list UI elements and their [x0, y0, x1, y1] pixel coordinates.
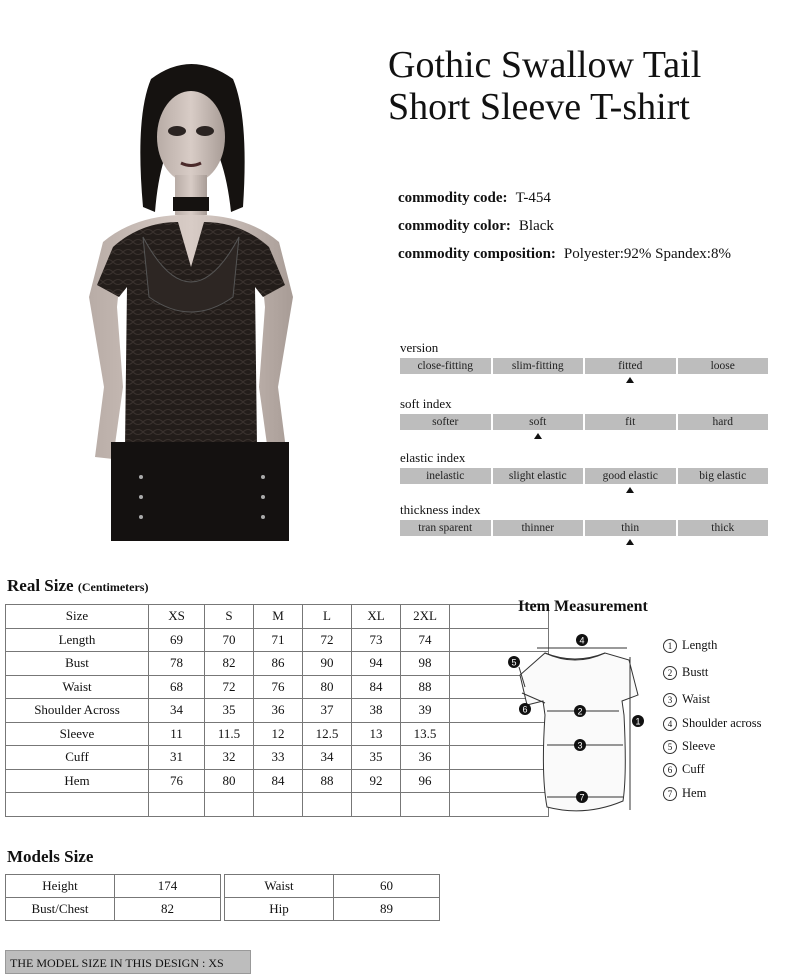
product-title-line2: Short Sleeve T-shirt — [388, 86, 690, 128]
table-cell: 174 — [115, 875, 221, 898]
table-cell: 69 — [149, 628, 205, 652]
table-cell: 72 — [303, 628, 352, 652]
table-cell: Bust/Chest — [6, 898, 115, 921]
table-cell: Bust — [6, 652, 149, 676]
table-cell: 60 — [334, 875, 440, 898]
table-cell: Shoulder Across — [6, 699, 149, 723]
table-cell: 11 — [149, 722, 205, 746]
real-size-title: Real Size — [7, 576, 74, 595]
soft-option: softer — [400, 414, 491, 430]
table-cell: 89 — [334, 898, 440, 921]
selected-marker — [626, 539, 634, 545]
size-table — [5, 604, 549, 817]
thickness-index-title: thickness index — [400, 502, 481, 517]
table-cell: 73 — [352, 628, 401, 652]
table-cell: 88 — [401, 675, 450, 699]
table-cell: 84 — [254, 769, 303, 793]
spec-code — [398, 190, 551, 207]
legend-item: 7 Hem — [663, 786, 706, 801]
model-photo — [73, 57, 309, 541]
real-size-heading — [7, 576, 148, 596]
soft-option: soft — [493, 414, 584, 430]
models-size-table-right — [224, 874, 440, 921]
table-row — [225, 875, 440, 898]
product-title — [388, 44, 701, 128]
elastic-option: inelastic — [400, 468, 491, 484]
svg-text:5: 5 — [511, 657, 517, 668]
table-row — [6, 793, 549, 817]
version-option: loose — [678, 358, 769, 374]
table-cell: 71 — [254, 628, 303, 652]
soft-option: hard — [678, 414, 769, 430]
table-header-cell: 2XL — [401, 605, 450, 629]
table-header-cell: L — [303, 605, 352, 629]
table-cell: Cuff — [6, 746, 149, 770]
selected-marker — [626, 377, 634, 383]
table-row — [6, 722, 549, 746]
version-option: slim-fitting — [493, 358, 584, 374]
legend-item: 2 Bustt — [663, 665, 708, 680]
table-cell: 76 — [149, 769, 205, 793]
table-cell — [6, 793, 149, 817]
table-cell: Hip — [225, 898, 334, 921]
legend-item: 5 Sleeve — [663, 739, 715, 754]
table-cell: Height — [6, 875, 115, 898]
legend-item: 6 Cuff — [663, 762, 705, 777]
spec-color — [398, 218, 554, 235]
spec-code-label: commodity code: — [398, 190, 508, 206]
table-header-cell: Size — [6, 605, 149, 629]
soft-index-scale — [400, 414, 768, 430]
elastic-option: big elastic — [678, 468, 769, 484]
table-row — [6, 628, 549, 652]
table-cell: Sleeve — [6, 722, 149, 746]
table-cell: 90 — [303, 652, 352, 676]
table-cell: Length — [6, 628, 149, 652]
table-row — [6, 746, 549, 770]
table-cell: 39 — [401, 699, 450, 723]
version-option: fitted — [585, 358, 676, 374]
elastic-option: slight elastic — [493, 468, 584, 484]
table-cell: 38 — [352, 699, 401, 723]
table-cell: 78 — [149, 652, 205, 676]
table-cell: 84 — [352, 675, 401, 699]
table-cell: 33 — [254, 746, 303, 770]
table-cell: 72 — [205, 675, 254, 699]
table-row — [6, 652, 549, 676]
table-cell: Hem — [6, 769, 149, 793]
table-cell: 35 — [205, 699, 254, 723]
spec-color-value: Black — [518, 218, 554, 234]
thickness-option: thick — [678, 520, 769, 536]
table-row — [6, 699, 549, 723]
table-cell: 96 — [401, 769, 450, 793]
version-option: close-fitting — [400, 358, 491, 374]
table-cell: 68 — [149, 675, 205, 699]
table-cell: 34 — [149, 699, 205, 723]
table-cell: 76 — [254, 675, 303, 699]
table-row — [6, 769, 549, 793]
table-header-row — [6, 605, 549, 629]
table-cell: 70 — [205, 628, 254, 652]
elastic-option: good elastic — [585, 468, 676, 484]
table-cell: 12 — [254, 722, 303, 746]
selected-marker — [534, 433, 542, 439]
table-cell: 36 — [401, 746, 450, 770]
version-title: version — [400, 340, 439, 355]
table-header-cell: XL — [352, 605, 401, 629]
table-cell: 82 — [205, 652, 254, 676]
table-cell — [303, 793, 352, 817]
table-header-cell: S — [205, 605, 254, 629]
elastic-index-scale — [400, 468, 768, 484]
spec-composition — [398, 246, 731, 263]
table-cell: 80 — [205, 769, 254, 793]
table-cell: 13 — [352, 722, 401, 746]
spec-color-label: commodity color: — [398, 218, 511, 234]
item-measurement-title: Item Measurement — [518, 598, 648, 615]
table-row — [225, 898, 440, 921]
table-cell — [254, 793, 303, 817]
thickness-option: thinner — [493, 520, 584, 536]
soft-index-title: soft index — [400, 396, 452, 411]
svg-text:1: 1 — [635, 716, 641, 727]
legend-item: 1 Length — [663, 638, 717, 653]
selected-marker — [626, 487, 634, 493]
models-size-table-left — [5, 874, 221, 921]
svg-text:3: 3 — [577, 740, 583, 751]
table-row — [6, 875, 221, 898]
svg-text:2: 2 — [577, 706, 583, 717]
thickness-index-scale — [400, 520, 768, 536]
spec-code-value: T-454 — [515, 190, 551, 206]
version-scale — [400, 358, 768, 374]
svg-text:6: 6 — [522, 704, 528, 715]
table-cell: 37 — [303, 699, 352, 723]
svg-text:4: 4 — [579, 635, 585, 646]
table-header-cell: XS — [149, 605, 205, 629]
thickness-option: thin — [585, 520, 676, 536]
table-cell: 32 — [205, 746, 254, 770]
table-cell: Waist — [225, 875, 334, 898]
table-cell: 92 — [352, 769, 401, 793]
table-cell: 31 — [149, 746, 205, 770]
table-cell — [352, 793, 401, 817]
table-cell — [401, 793, 450, 817]
table-row — [6, 675, 549, 699]
table-cell — [205, 793, 254, 817]
table-cell: 86 — [254, 652, 303, 676]
table-row — [6, 898, 221, 921]
table-cell: 80 — [303, 675, 352, 699]
table-cell: 35 — [352, 746, 401, 770]
svg-text:7: 7 — [579, 792, 585, 803]
table-cell: 12.5 — [303, 722, 352, 746]
legend-item: 3 Waist — [663, 692, 710, 707]
spec-composition-label: commodity composition: — [398, 246, 556, 262]
soft-option: fit — [585, 414, 676, 430]
table-cell: 82 — [115, 898, 221, 921]
table-cell: 36 — [254, 699, 303, 723]
measurement-diagram — [505, 625, 650, 820]
thickness-option: tran sparent — [400, 520, 491, 536]
table-cell: 74 — [401, 628, 450, 652]
table-cell: 98 — [401, 652, 450, 676]
table-cell: 88 — [303, 769, 352, 793]
table-cell: 13.5 — [401, 722, 450, 746]
table-cell: 34 — [303, 746, 352, 770]
table-cell: Waist — [6, 675, 149, 699]
legend-item: 4 Shoulder across — [663, 716, 762, 731]
table-header-cell: M — [254, 605, 303, 629]
spec-composition-value: Polyester:92% Spandex:8% — [563, 246, 731, 262]
table-cell: 11.5 — [205, 722, 254, 746]
table-cell: 94 — [352, 652, 401, 676]
table-cell — [149, 793, 205, 817]
product-title-line1: Gothic Swallow Tail — [388, 44, 702, 86]
models-size-title: Models Size — [7, 847, 94, 866]
real-size-unit: (Centimeters) — [77, 580, 149, 594]
model-size-note: THE MODEL SIZE IN THIS DESIGN : XS — [5, 950, 251, 974]
elastic-index-title: elastic index — [400, 450, 466, 465]
